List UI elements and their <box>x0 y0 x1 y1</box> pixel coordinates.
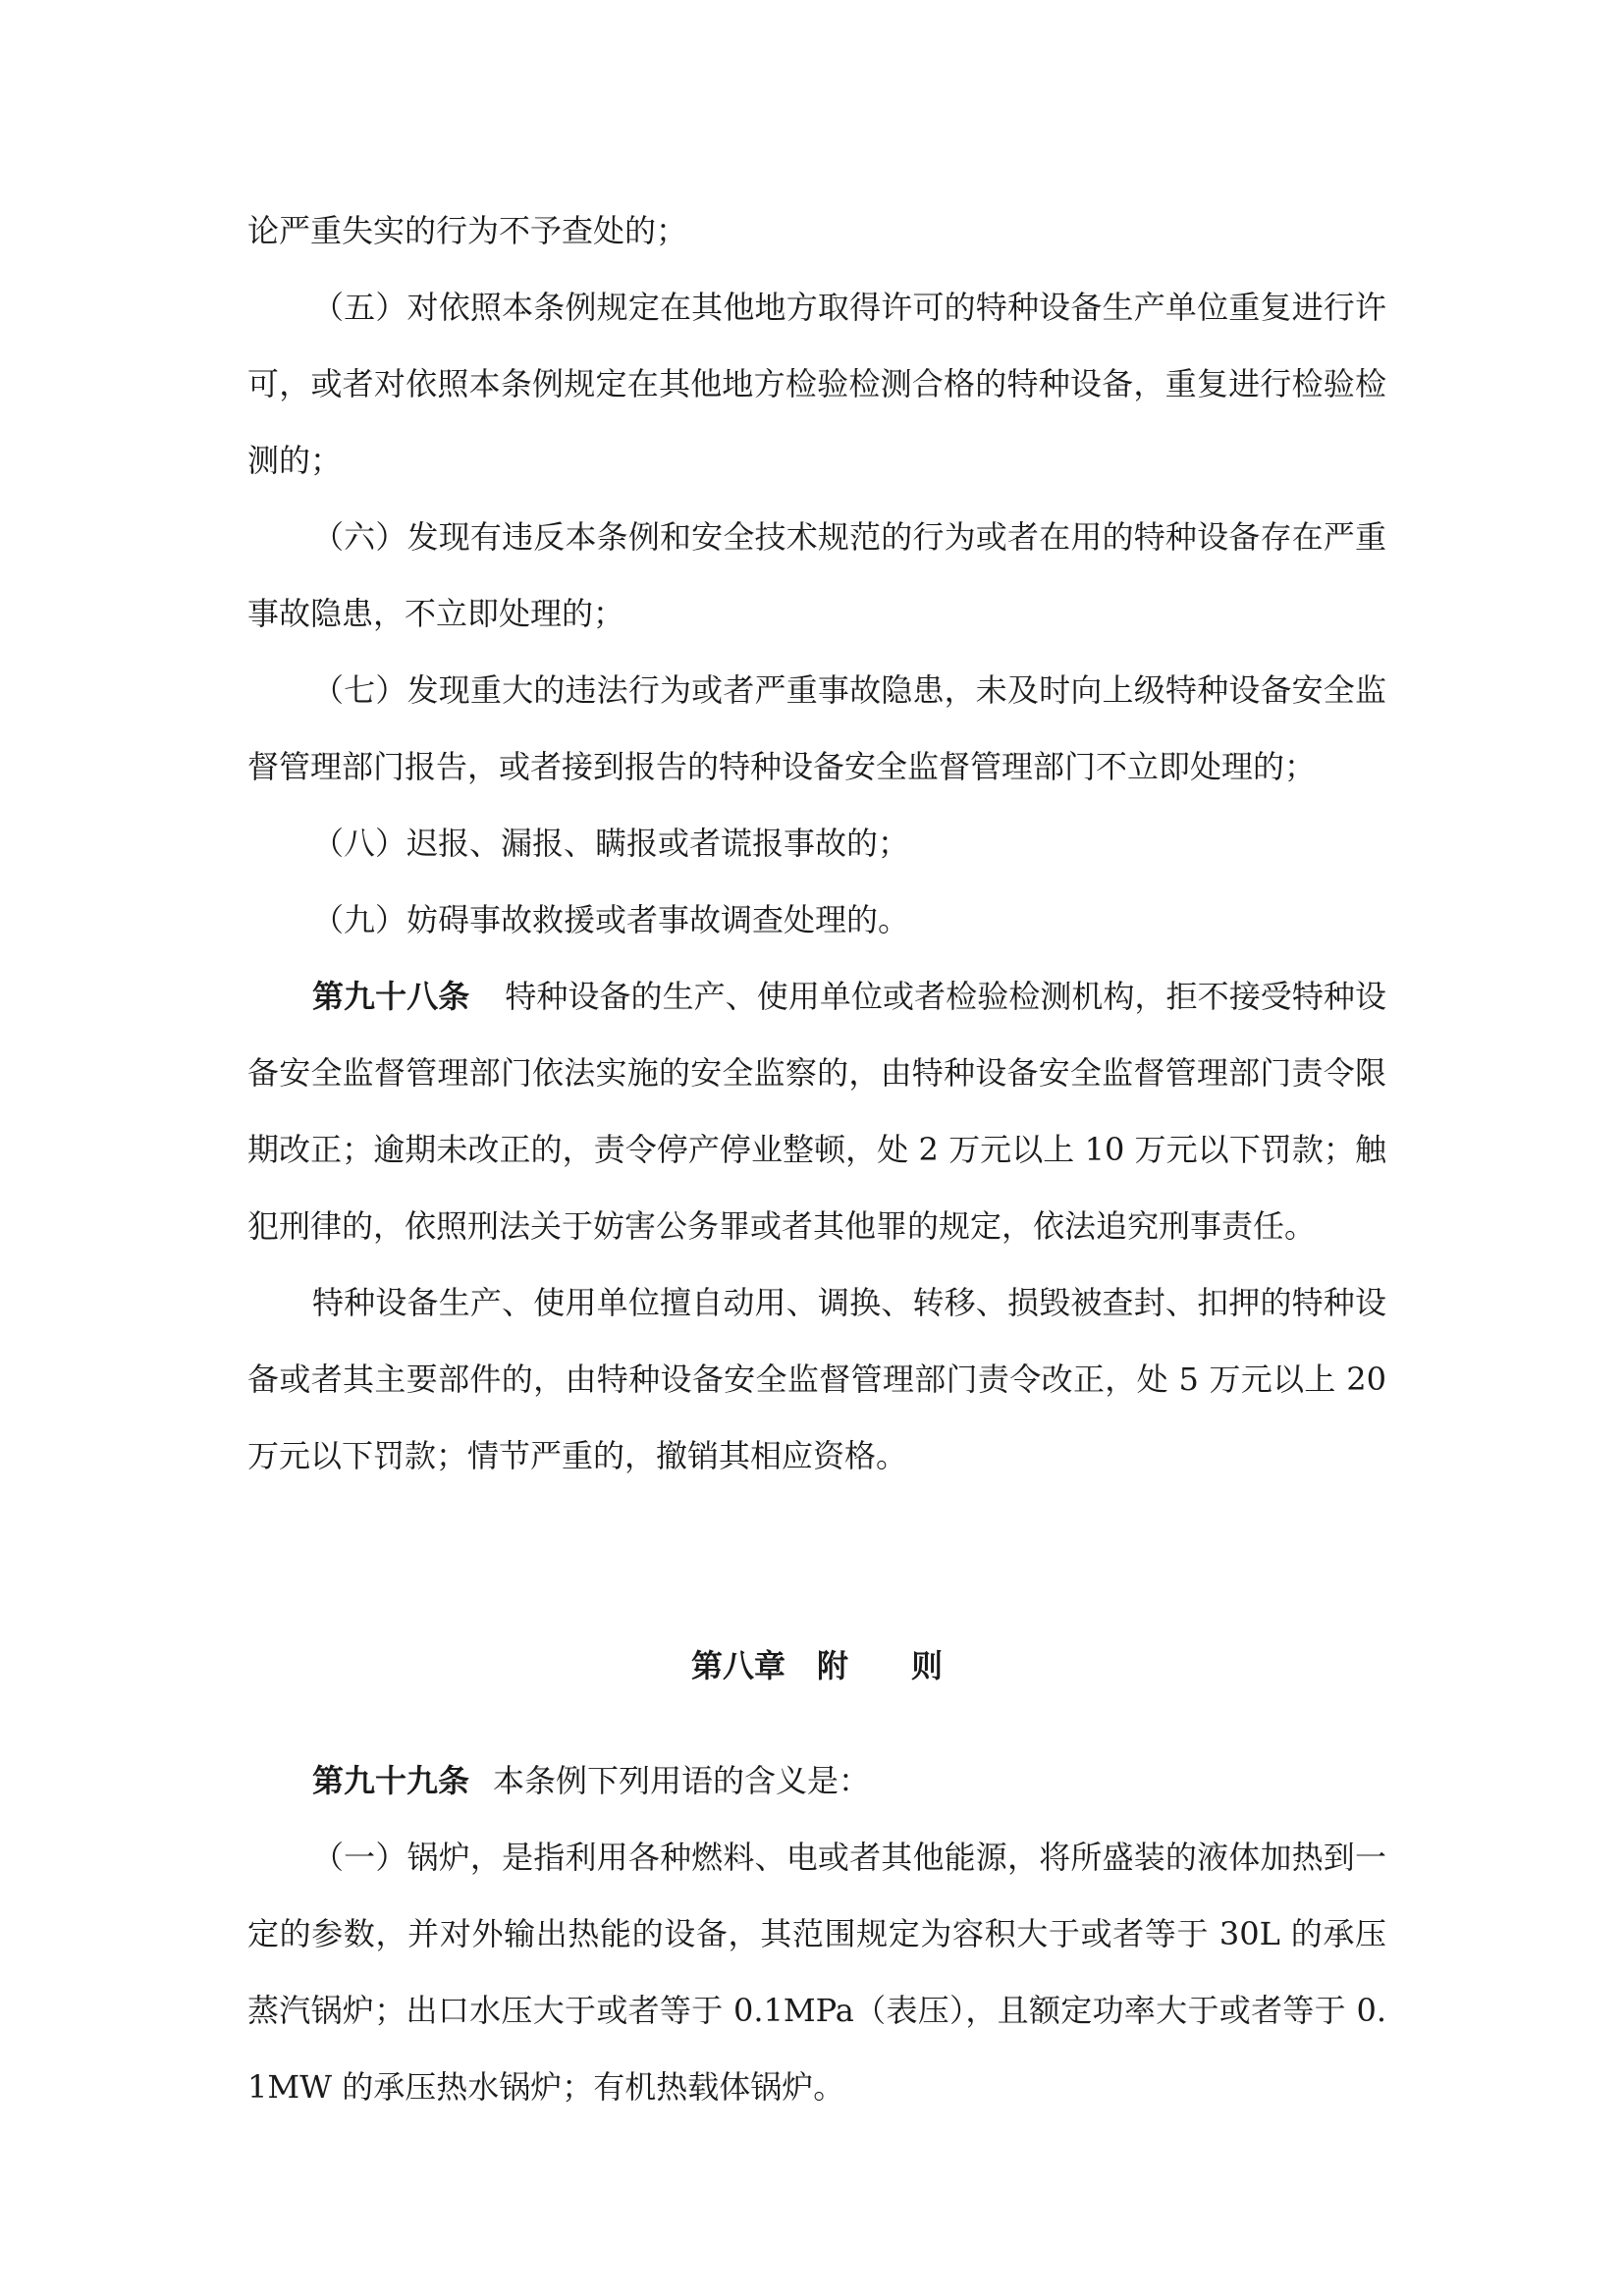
body-upper <box>247 192 1386 1494</box>
chapter-title: 第八章 附 则 <box>690 1647 943 1684</box>
paragraph-item-5: （五）对依照本条例规定在其他地方取得许可的特种设备生产单位重复进行许可，或者对依照本条例规定在其他地方检验检测合格的特种设备，重复进行检验检测的； <box>247 289 1386 479</box>
article-99 <box>247 1742 1386 1819</box>
article-99-heading: 第九十九条 <box>312 1762 470 1799</box>
paragraph-continuation: 论严重失实的行为不予查处的； <box>247 212 688 249</box>
paragraph-item-9: （九）妨碍事故救援或者事故调查处理的。 <box>312 901 910 938</box>
paragraph-definition-1: （一）锅炉，是指利用各种燃料、电或者其他能源，将所盛装的液体加热到一定的参数，并对外输出热能的设备，其范围规定为容积大于或者等于 30L 的承压蒸汽锅炉；出口水压大于或者等于 0.1MPa（表压），且额定功率大于或者等于 0.1MW 的承压热水锅炉；有机热载体锅炉。 <box>247 1839 1386 2106</box>
body-lower <box>247 1742 1386 2125</box>
paragraph-item-8: （八）迟报、漏报、瞒报或者谎报事故的； <box>312 825 910 862</box>
article-98 <box>247 958 1386 1264</box>
article-98-heading: 第九十八条 <box>312 978 470 1015</box>
paragraph-item-7: （七）发现重大的违法行为或者严重事故隐患，未及时向上级特种设备安全监督管理部门报告，或者接到报告的特种设备安全监督管理部门不立即处理的； <box>247 671 1386 785</box>
article-98-text: 特种设备的生产、使用单位或者检验检测机构，拒不接受特种设备安全监督管理部门依法实施的安全监察的，由特种设备安全监督管理部门责令限期改正；逾期未改正的，责令停产停业整顿，处 2 万元以上 10 万元以下罚款；触犯刑律的，依照刑法关于妨害公务罪或者其他罪的规定，依法追究刑事责任。 <box>247 978 1386 1245</box>
article-99-text: 本条例下列用语的含义是： <box>493 1762 871 1799</box>
paragraph-article-98-second: 特种设备生产、使用单位擅自动用、调换、转移、损毁被查封、扣押的特种设备或者其主要部件的，由特种设备安全监督管理部门责令改正，处 5 万元以上 20 万元以下罚款；情节严重的，撤销其相应资格。 <box>247 1284 1386 1474</box>
paragraph-item-6: （六）发现有违反本条例和安全技术规范的行为或者在用的特种设备存在严重事故隐患，不立即处理的； <box>247 518 1386 632</box>
